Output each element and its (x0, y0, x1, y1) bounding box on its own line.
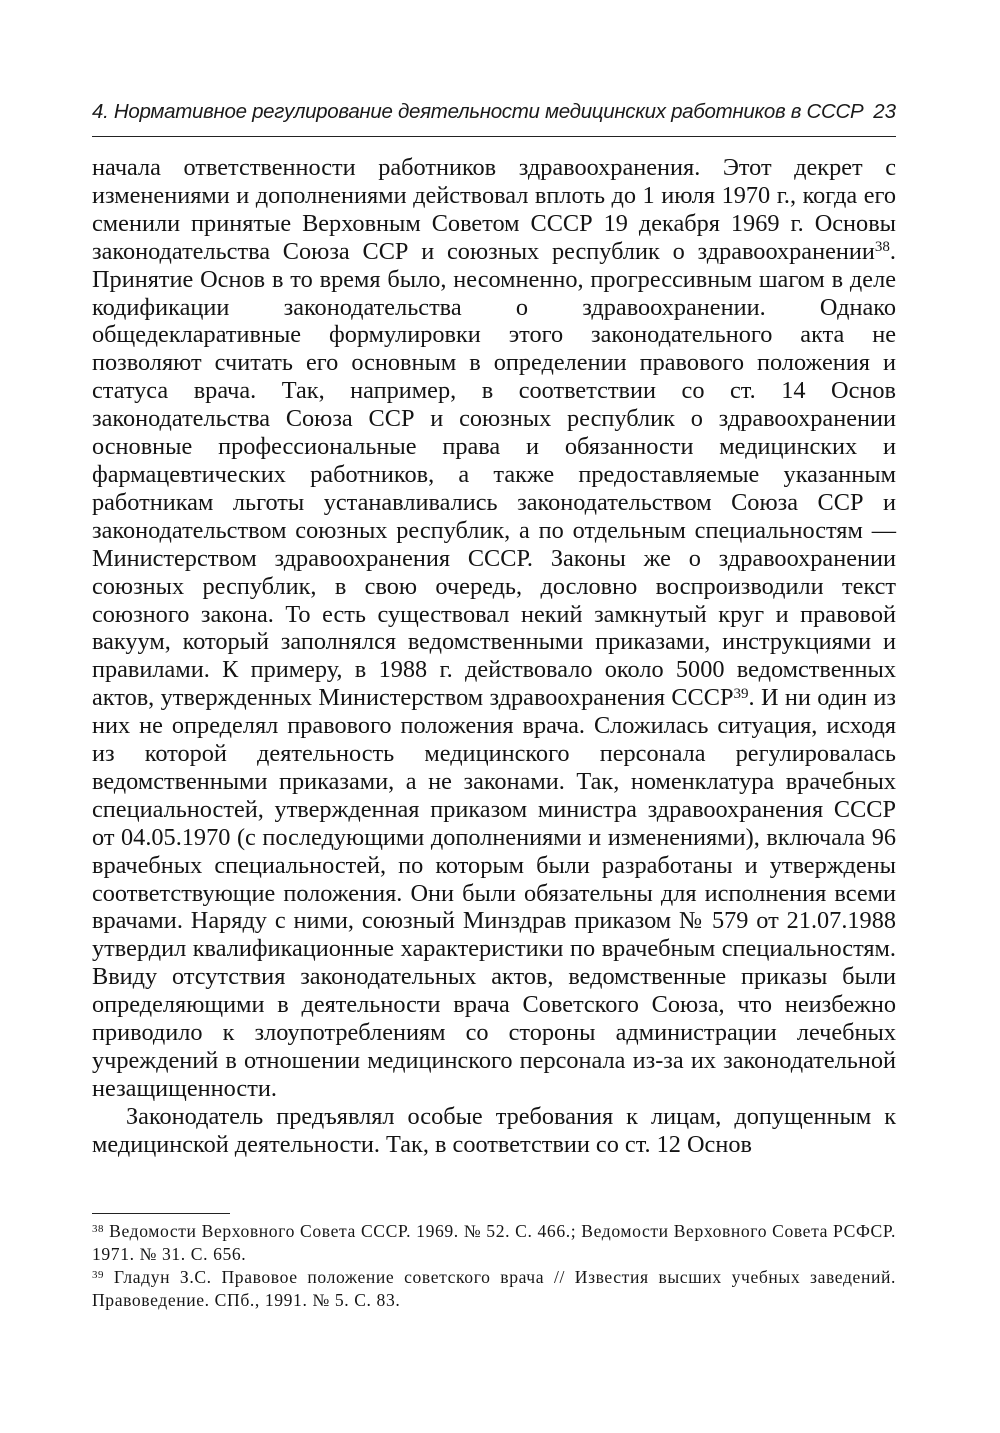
footnote-38 (92, 1220, 896, 1266)
footnote-38-text: Ведомости Верховного Совета СССР. 1969. № 52. С. 466.; Ведомости Верховного Совета РСФСР. 1971. № 31. С. 656. (92, 1221, 896, 1264)
chapter-title: 4. Нормативное регулирование деятельности медицинских работников в СССР (92, 100, 864, 123)
footnote-39 (92, 1266, 896, 1312)
main-text (92, 154, 896, 1159)
page-number: 23 (873, 100, 896, 123)
footnote-number-39: 39 (92, 1268, 105, 1281)
paragraph-1-part-2: . Принятие Основ в то время было, несомненно, прогрессивным шагом в деле кодификации законодательства о здравоохранении. Однако общедекларативные формулировки этого законодательного акта не позволяют считать его основным в определении правового положения и статуса врача. Так, например, в соответствии со ст. 14 Основ законодательства Союза ССР и союзных республик о здравоохранении основные профессиональные права и обязанности медицинских и фармацевтических работников, а также предоставляемые указанным работникам льготы устанавливались законодательством Союза ССР и законодательством союзных республик, а по отдельным специальностям — Министерством здравоохранения СССР. Законы же о здравоохранении союзных республик, в свою очередь, дословно воспроизводили текст союзного закона. То есть существовал некий замкнутый круг и правовой вакуум, который заполнялся ведомственными приказами, инструкциями и правилами. К примеру, в 1988 г. действовало около 5000 ведомственных актов, утвержденных Министерством здравоохранения СССР (92, 237, 896, 712)
footnote-ref-38: 38 (874, 239, 890, 256)
paragraph-1-part-1: начала ответственности работников здравоохранения. Этот декрет с изменениями и дополнениями действовал вплоть до 1 июля 1970 г., когда его сменили принятые Верховным Советом СССР 19 декабря 1969 г. Основы законодательства Союза ССР и союзных республик о здравоохранении (92, 154, 896, 265)
paragraph-1 (92, 154, 896, 1103)
footnote-separator (92, 1213, 230, 1214)
footnote-39-text: Гладун З.С. Правовое положение советского врача // Известия высших учебных заведений. Правоведение. СПб., 1991. № 5. С. 83. (92, 1267, 896, 1310)
footnote-ref-39: 39 (733, 685, 749, 702)
footnotes (92, 1220, 896, 1312)
paragraph-2: Законодатель предъявлял особые требования к лицам, допущенным к медицинской деятельности. Так, в соответствии со ст. 12 Основ (92, 1102, 896, 1158)
paragraph-1-part-3: . И ни один из них не определял правового положения врача. Сложилась ситуация, исходя из которой деятельность медицинского персонала регулировалась ведомственными приказами, а не законами. Так, номенклатура врачебных специальностей, утвержденная приказом министра здравоохранения СССР от 04.05.1970 (с последующими дополнениями и изменениями), включала 96 врачебных специальностей, по которым были разработаны и утверждены соответствующие положения. Они были обязательны для исполнения всеми врачами. Наряду с ними, союзный Минздрав приказом № 579 от 21.07.1988 утвердил квалификационные характеристики по врачебным специальностям. Ввиду отсутствия законодательных актов, ведомственные приказы были определяющими в деятельности врача Советского Союза, что неизбежно приводило к злоупотреблениям со стороны администрации лечебных учреждений в отношении медицинского персонала из-за их законодательной незащищенности. (92, 684, 897, 1102)
footnote-number-38: 38 (92, 1222, 105, 1235)
running-header (92, 96, 896, 137)
